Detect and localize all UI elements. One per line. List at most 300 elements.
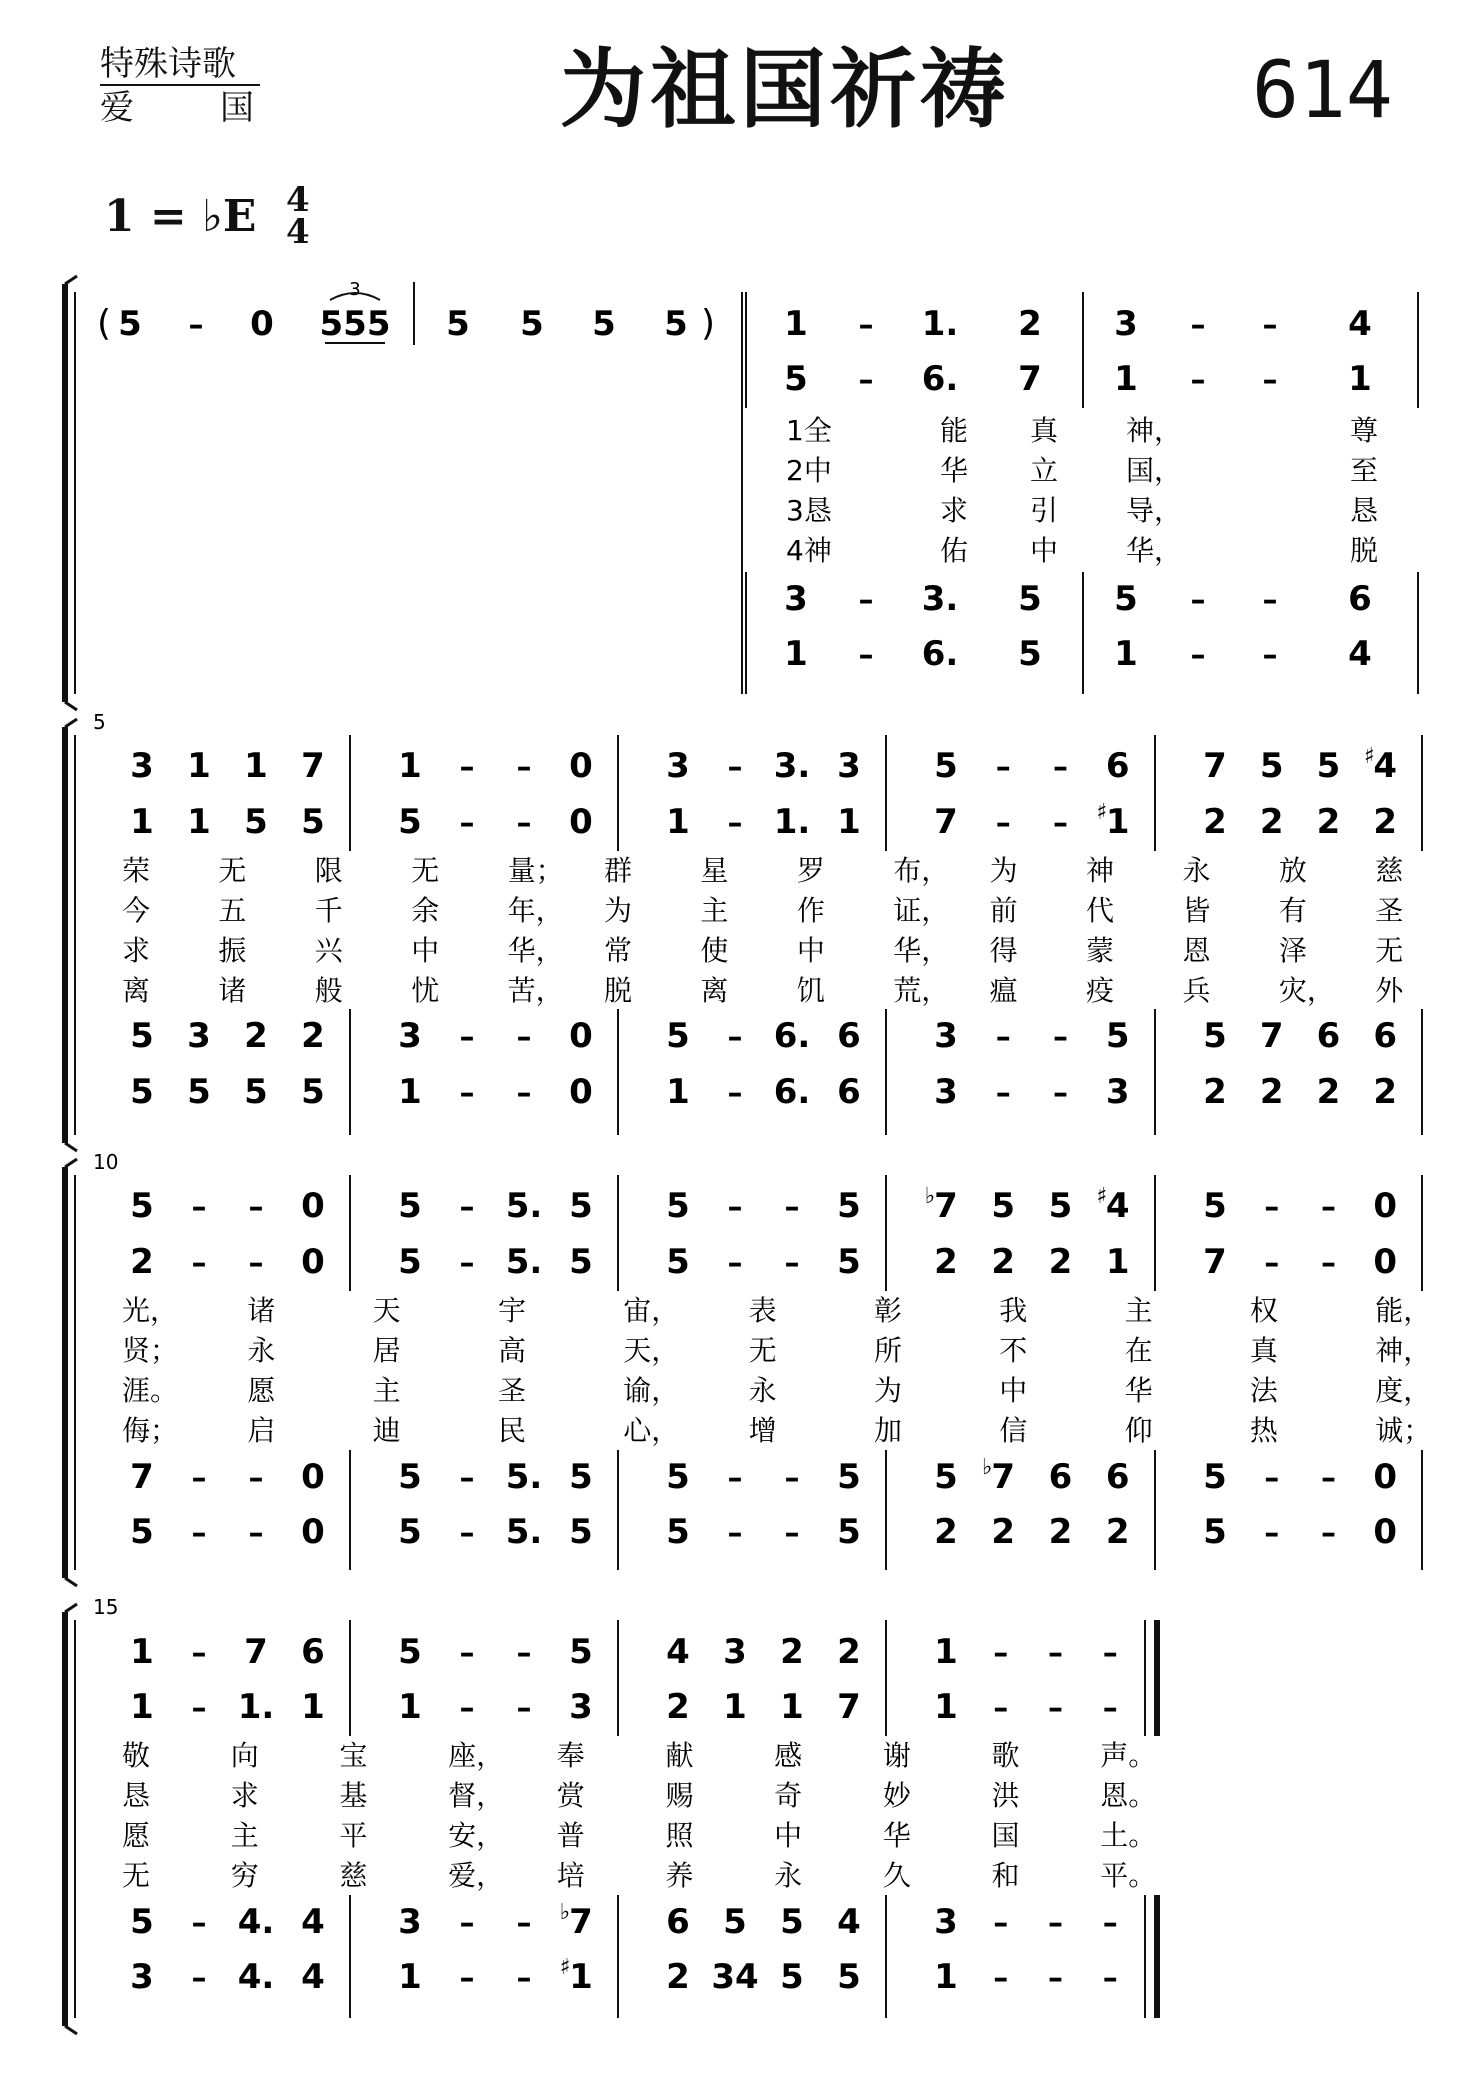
lyric-char: 无 [1375, 934, 1404, 967]
upper-voice-note: – [993, 1691, 1009, 1726]
lyric-char: 彰 [873, 1294, 902, 1327]
lyric-char: 中 [999, 1374, 1028, 1407]
lyric-char: 培 [556, 1859, 585, 1892]
lyric-char: 2中 [786, 454, 832, 487]
upper-voice-note: 4 [1105, 1186, 1130, 1226]
upper-voice-note: 2 [991, 1242, 1016, 1282]
lower-voice-note: – [784, 1461, 800, 1496]
upper-voice-note-accidental: ♯ [1096, 800, 1108, 825]
upper-voice-note: – [191, 1190, 207, 1225]
lyric-char: 神 [1086, 854, 1115, 887]
lower-voice-note: 6 [1348, 579, 1372, 619]
lyric-char: 歌 [991, 1739, 1020, 1772]
upper-voice-note: 0 [1373, 1242, 1398, 1282]
upper-voice-note: 3 [569, 1687, 593, 1727]
lower-voice-note: – [191, 1461, 207, 1496]
lower-voice-note: 6 [666, 1902, 690, 1942]
upper-voice-note-accidental: ♯ [1096, 1184, 1108, 1209]
upper-voice-note: – [858, 308, 874, 343]
lyric-char: 谕， [623, 1374, 680, 1407]
upper-voice-note: – [727, 750, 743, 785]
lower-voice-note: – [727, 1516, 743, 1551]
lyric-char: 限 [314, 854, 343, 887]
lower-voice-note: 2 [1105, 1512, 1130, 1552]
lyric-char: 为 [873, 1374, 902, 1407]
lyric-char: 赐 [665, 1779, 694, 1812]
upper-voice-note: – [459, 1691, 475, 1726]
lower-voice-note: 5 [398, 1512, 422, 1552]
lyric-char: 养 [665, 1859, 694, 1892]
lower-voice-note: 5 [569, 1512, 593, 1552]
upper-voice-note: 5 [837, 1186, 861, 1226]
system-bracket-cap [65, 1143, 77, 1151]
lower-voice-note: 3 [934, 1072, 958, 1112]
upper-voice-note: 1 [784, 304, 808, 344]
lyric-char: 布， [893, 854, 950, 887]
lyric-char: 天 [372, 1294, 401, 1327]
lyric-char: 得 [989, 934, 1018, 967]
lyric-char: 神， [1375, 1334, 1432, 1367]
lower-voice-note: 5 [130, 1902, 154, 1942]
lower-voice-note: 6 [837, 1072, 861, 1112]
upper-voice-note: 7 [244, 1632, 268, 1672]
upper-voice-note: 2 [130, 1242, 154, 1282]
upper-voice-note: 7 [934, 1186, 958, 1226]
upper-voice-note-accidental: ♭ [924, 1184, 936, 1209]
lyric-char: 苦， [507, 974, 564, 1007]
lyric-char: 和 [991, 1859, 1020, 1892]
lower-voice-note: 1 [569, 1957, 593, 1997]
upper-voice-note: – [1048, 1636, 1063, 1671]
lower-voice-note: – [858, 583, 874, 618]
upper-voice-note: – [784, 1246, 800, 1281]
lower-voice-note: 7 [569, 1902, 593, 1942]
lyric-char: 光， [122, 1294, 179, 1327]
lyric-char: 无 [748, 1334, 777, 1367]
lower-voice-note: 5 [666, 1016, 690, 1056]
lower-voice-note: 5. [505, 1457, 543, 1497]
upper-voice-note: – [995, 806, 1011, 841]
lyric-char: 妙 [882, 1779, 911, 1812]
lower-voice-note: 3 [1105, 1072, 1130, 1112]
lyric-char: 居 [372, 1334, 401, 1367]
lyric-char: 土。 [1100, 1819, 1157, 1852]
lyric-char: 前 [989, 894, 1018, 927]
upper-voice-note: 0 [301, 1186, 325, 1226]
lower-voice-note: – [1102, 1961, 1118, 1996]
lower-voice-note: – [1262, 583, 1278, 618]
lyric-char: 3恳 [786, 494, 832, 527]
lyric-char: 增 [748, 1414, 777, 1447]
lower-voice-note: – [858, 638, 874, 673]
lower-voice-note: 2 [666, 1957, 690, 1997]
lower-voice-note-accidental: ♭ [982, 1455, 993, 1480]
upper-voice-note: 0 [569, 746, 593, 786]
lyric-char: 兵 [1182, 974, 1211, 1007]
upper-voice-note: 1 [244, 746, 268, 786]
lyric-char: 无 [122, 1859, 151, 1892]
upper-voice-note: 7 [837, 1687, 861, 1727]
lyric-char: 感 [774, 1739, 803, 1772]
lyric-char: 华， [893, 934, 950, 967]
lower-voice-note: – [248, 1516, 264, 1551]
lower-voice-note: 6 [1316, 1016, 1341, 1056]
lyric-char: 华 [940, 454, 969, 487]
upper-voice-note: 2 [837, 1632, 861, 1672]
upper-voice-note: 5 [934, 746, 958, 786]
lyric-char: 慈 [1375, 854, 1404, 887]
lyric-char: 代 [1086, 894, 1115, 927]
lower-voice-note: 1 [934, 1957, 958, 1997]
intro-note: 5 [118, 304, 142, 344]
lyric-char: 慈 [339, 1859, 368, 1892]
lyric-char: 宝 [339, 1739, 368, 1772]
upper-voice-note: 0 [1373, 1186, 1398, 1226]
lyric-char: 证， [893, 894, 950, 927]
lower-voice-note: 5 [398, 1457, 422, 1497]
upper-voice-note: 5 [837, 1242, 861, 1282]
lower-voice-note: – [993, 1906, 1009, 1941]
upper-voice-note: 1 [934, 1632, 958, 1672]
lower-voice-note: 4 [837, 1902, 861, 1942]
lyric-char: 华 [882, 1819, 911, 1852]
lower-voice-note: – [1053, 1020, 1068, 1055]
lyric-char: 我 [999, 1294, 1028, 1327]
lyric-char: 无 [218, 854, 247, 887]
lower-voice-note: 2 [244, 1016, 268, 1056]
upper-voice-note: 2 [1259, 802, 1284, 842]
lyric-char: 般 [314, 974, 343, 1007]
lower-voice-note: 3. [921, 579, 959, 619]
upper-voice-note: 5 [569, 1186, 593, 1226]
system-bracket-cap [65, 1604, 77, 1612]
subcategory-char-2: 国 [220, 88, 254, 128]
system-bracket-cap [65, 1578, 77, 1586]
time-signature-top: 4 [286, 180, 310, 220]
upper-voice-note: – [1048, 1691, 1063, 1726]
lower-voice-note: 5 [780, 1957, 804, 1997]
lyric-char: 灾， [1278, 974, 1335, 1007]
lyric-char: 华， [1126, 534, 1183, 567]
lyric-char: 敬 [122, 1739, 151, 1772]
lyric-char: 奇 [774, 1779, 803, 1812]
lower-voice-note: 5 [837, 1957, 861, 1997]
song-title: 为祖国祈祷 [560, 40, 1010, 140]
lyric-char: 忧 [411, 974, 440, 1007]
lower-voice-note: 5 [1105, 1016, 1130, 1056]
upper-voice-note: 5 [666, 1242, 690, 1282]
lyric-char: 诸 [247, 1294, 276, 1327]
lyric-char: 使 [700, 934, 729, 967]
lyric-char: 向 [230, 1739, 259, 1772]
lower-voice-note: 3 [934, 1902, 958, 1942]
lyric-char: 真 [1249, 1334, 1278, 1367]
lyric-char: 中 [774, 1819, 803, 1852]
upper-voice-note: – [727, 1190, 743, 1225]
lower-voice-note: 4 [301, 1957, 325, 1997]
lyric-char: 中 [796, 934, 825, 967]
upper-voice-note: 6 [1105, 746, 1130, 786]
lyric-char: 平 [339, 1819, 368, 1852]
upper-voice-note: 1 [187, 746, 211, 786]
lyric-char: 五 [218, 894, 247, 927]
lyric-char: 中 [1030, 534, 1059, 567]
lower-voice-note: 6 [1105, 1457, 1130, 1497]
lyric-char: 求 [122, 934, 151, 967]
upper-voice-note: 7 [1203, 746, 1227, 786]
lower-voice-note: 5 [1018, 579, 1042, 619]
lyric-char: 奉 [556, 1739, 585, 1772]
lyric-char: 基 [339, 1779, 368, 1812]
upper-voice-note: 1 [130, 1632, 154, 1672]
lower-voice-note: – [1048, 1961, 1063, 1996]
upper-voice-note: 7 [1018, 359, 1042, 399]
upper-voice-note: 0 [569, 802, 593, 842]
lyric-char: 能 [940, 414, 969, 447]
lower-voice-note: 2 [991, 1512, 1016, 1552]
lower-voice-note: 5 [780, 1902, 804, 1942]
lower-voice-note: 6. [921, 634, 959, 674]
upper-voice-note: 5 [784, 359, 808, 399]
upper-voice-note: 5 [569, 1242, 593, 1282]
lower-voice-note: 5 [1203, 1457, 1227, 1497]
lower-voice-note: – [459, 1020, 475, 1055]
lyric-char: 权 [1249, 1294, 1278, 1327]
lower-voice-note: 0 [569, 1016, 593, 1056]
lower-voice-note: 6 [1048, 1457, 1073, 1497]
lyric-char: 爱， [448, 1859, 505, 1892]
upper-voice-note: – [784, 1190, 800, 1225]
lower-voice-note: 3 [187, 1016, 211, 1056]
intro-note: 5 [664, 304, 688, 344]
lyric-char: 侮； [122, 1414, 179, 1447]
lyric-char: 宇 [497, 1294, 526, 1327]
lower-voice-note: 2 [1203, 1072, 1227, 1112]
lyric-char: 求 [230, 1779, 259, 1812]
upper-voice-note: 5 [398, 802, 422, 842]
lower-voice-note: – [1190, 583, 1206, 618]
upper-voice-note: 4 [1348, 304, 1372, 344]
triplet-mark: 3 [349, 279, 361, 300]
lyric-char: 座， [448, 1739, 505, 1772]
lyric-char: 赏 [556, 1779, 585, 1812]
system-bracket-cap [65, 276, 77, 284]
lower-voice-note-accidental: ♭ [559, 1900, 571, 1925]
lower-voice-note: – [459, 1961, 475, 1996]
lower-voice-note: 0 [301, 1512, 325, 1552]
lyric-char: 中 [411, 934, 440, 967]
lyric-char: 恩 [1182, 934, 1211, 967]
lower-voice-note: 3 [784, 579, 808, 619]
lyric-char: 涯。 [122, 1374, 179, 1407]
upper-voice-note: 3 [666, 746, 690, 786]
lower-voice-note: 5 [130, 1016, 154, 1056]
lower-voice-note: – [459, 1461, 475, 1496]
upper-voice-note: – [1190, 363, 1206, 398]
lyric-char: 热 [1249, 1414, 1278, 1447]
lyric-char: 疫 [1086, 974, 1115, 1007]
lower-voice-note: 4. [237, 1957, 275, 1997]
lower-voice-note: – [1262, 638, 1278, 673]
lyric-char: 加 [873, 1414, 902, 1447]
lower-voice-note: 5 [1018, 634, 1042, 674]
lyric-char: 皆 [1182, 894, 1211, 927]
system-bracket-cap [65, 1159, 77, 1167]
lower-voice-note: 7 [1259, 1016, 1284, 1056]
lyric-char: 在 [1124, 1334, 1153, 1367]
system-bracket-cap [65, 2026, 77, 2034]
upper-voice-note: 1 [130, 1687, 154, 1727]
intro-note: 0 [250, 304, 274, 344]
lyric-char: 作 [796, 894, 825, 927]
upper-voice-note: 1 [1114, 359, 1138, 399]
lower-voice-note: – [1190, 638, 1206, 673]
lower-voice-note: 5 [837, 1512, 861, 1552]
lower-voice-note: 2 [934, 1512, 958, 1552]
upper-voice-note: – [516, 1691, 532, 1726]
intro-note: 5 [592, 304, 616, 344]
time-signature-bottom: 4 [286, 212, 310, 252]
lower-voice-note: 5 [666, 1457, 690, 1497]
upper-voice-note: 5 [398, 1186, 422, 1226]
lyric-char: 所 [873, 1334, 902, 1367]
lower-voice-note: 5 [723, 1902, 747, 1942]
lyric-char: 无 [411, 854, 440, 887]
upper-voice-note: 2 [934, 1242, 958, 1282]
lyric-char: 献 [665, 1739, 694, 1772]
lower-voice-note: – [516, 1906, 532, 1941]
lower-voice-note: 2 [1259, 1072, 1284, 1112]
upper-voice-note: 5. [505, 1186, 543, 1226]
upper-voice-note: 1 [1348, 359, 1372, 399]
lyric-char: 诚； [1375, 1414, 1432, 1447]
lower-voice-note: 7 [130, 1457, 154, 1497]
subcategory-char-1: 爱 [100, 88, 134, 128]
intro-note: 5 [446, 304, 470, 344]
upper-voice-note: – [1053, 750, 1068, 785]
upper-voice-note: – [995, 750, 1011, 785]
lyric-char: 年， [507, 894, 564, 927]
lyric-char: 恳 [1350, 494, 1379, 527]
upper-voice-note: 0 [301, 1242, 325, 1282]
lyric-char: 为 [989, 854, 1018, 887]
hymn-number: 614 [1252, 46, 1393, 136]
lyric-char: 华， [507, 934, 564, 967]
lower-voice-note: – [1264, 1461, 1280, 1496]
lyric-char: 脱 [604, 974, 633, 1007]
upper-voice-note: 1 [187, 802, 211, 842]
upper-voice-note: 2 [666, 1687, 690, 1727]
lyric-char: 引 [1030, 494, 1059, 527]
lower-voice-note: – [727, 1020, 743, 1055]
lyric-char: 恩。 [1100, 1779, 1157, 1812]
lower-voice-note: 7 [991, 1457, 1016, 1497]
upper-voice-note: 5 [398, 1242, 422, 1282]
upper-voice-note: 6 [301, 1632, 325, 1672]
upper-voice-note: – [1262, 363, 1278, 398]
measure-number: 5 [93, 710, 106, 734]
lower-voice-note: – [459, 1516, 475, 1551]
upper-voice-note: 5 [301, 802, 325, 842]
lyric-char: 愿 [122, 1819, 151, 1852]
upper-voice-note: 2 [1048, 1242, 1073, 1282]
upper-voice-note: 2 [780, 1632, 804, 1672]
lyric-char: 至 [1350, 454, 1379, 487]
upper-voice-note: 1 [837, 802, 861, 842]
lower-voice-note: 2 [1373, 1072, 1398, 1112]
lyric-char: 尊 [1350, 414, 1379, 447]
lower-voice-note: 1 [784, 634, 808, 674]
lyric-char: 主 [230, 1819, 259, 1852]
key-signature: 1 = ♭E [104, 191, 257, 242]
lower-voice-note: 5 [187, 1072, 211, 1112]
lower-voice-note: – [995, 1076, 1011, 1111]
lower-voice-note: – [784, 1516, 800, 1551]
upper-voice-note: 7 [301, 746, 325, 786]
lyric-char: 迪 [372, 1414, 401, 1447]
upper-voice-note: 3. [773, 746, 811, 786]
lower-voice-note: – [1053, 1076, 1068, 1111]
lyric-char: 离 [700, 974, 729, 1007]
lower-voice-note: – [995, 1020, 1011, 1055]
lyric-char: 饥 [796, 974, 825, 1007]
upper-voice-note: 5 [1316, 746, 1341, 786]
lyric-char: 度， [1375, 1374, 1432, 1407]
upper-voice-note: 6. [921, 359, 959, 399]
lyric-char: 民 [497, 1414, 526, 1447]
upper-voice-note: – [459, 806, 475, 841]
upper-voice-note: 5 [569, 1632, 593, 1672]
lower-voice-note: 3 [130, 1957, 154, 1997]
lyric-char: 4神 [786, 534, 832, 567]
lower-voice-note: – [191, 1961, 207, 1996]
lyric-char: 主 [700, 894, 729, 927]
lower-voice-note: 4 [301, 1902, 325, 1942]
lyric-char: 圣 [497, 1374, 526, 1407]
upper-voice-note: – [516, 750, 532, 785]
lower-voice-note: 5 [1203, 1512, 1227, 1552]
upper-voice-note: – [248, 1246, 264, 1281]
lower-voice-note: – [727, 1076, 743, 1111]
lyric-char: 余 [411, 894, 440, 927]
lower-voice-note: 1 [398, 1072, 422, 1112]
upper-voice-note: – [1264, 1246, 1280, 1281]
lyric-char: 普 [556, 1819, 585, 1852]
lower-voice-note: 2 [1048, 1512, 1073, 1552]
lower-voice-note: 6. [773, 1016, 811, 1056]
lyric-char: 恳 [122, 1779, 151, 1812]
lower-voice-note: – [516, 1076, 532, 1111]
upper-voice-note: – [191, 1636, 207, 1671]
lower-voice-note: 5 [934, 1457, 958, 1497]
lyric-char: 离 [122, 974, 151, 1007]
lower-voice-note: 1 [666, 1072, 690, 1112]
lyric-char: 诸 [218, 974, 247, 1007]
lower-voice-note: 5 [130, 1512, 154, 1552]
upper-voice-note: – [727, 1246, 743, 1281]
lower-voice-note: 2 [1316, 1072, 1341, 1112]
lyric-char: 仰 [1124, 1414, 1153, 1447]
lyric-char: 启 [247, 1414, 276, 1447]
lower-voice-note: 6. [773, 1072, 811, 1112]
upper-voice-note: 1 [934, 1687, 958, 1727]
lyric-char: 督， [448, 1779, 505, 1812]
upper-voice-note: – [459, 1636, 475, 1671]
lower-voice-note: – [993, 1961, 1009, 1996]
lyric-char: 永 [774, 1859, 803, 1892]
upper-voice-note: – [191, 1246, 207, 1281]
lyric-char: 华 [1124, 1374, 1153, 1407]
